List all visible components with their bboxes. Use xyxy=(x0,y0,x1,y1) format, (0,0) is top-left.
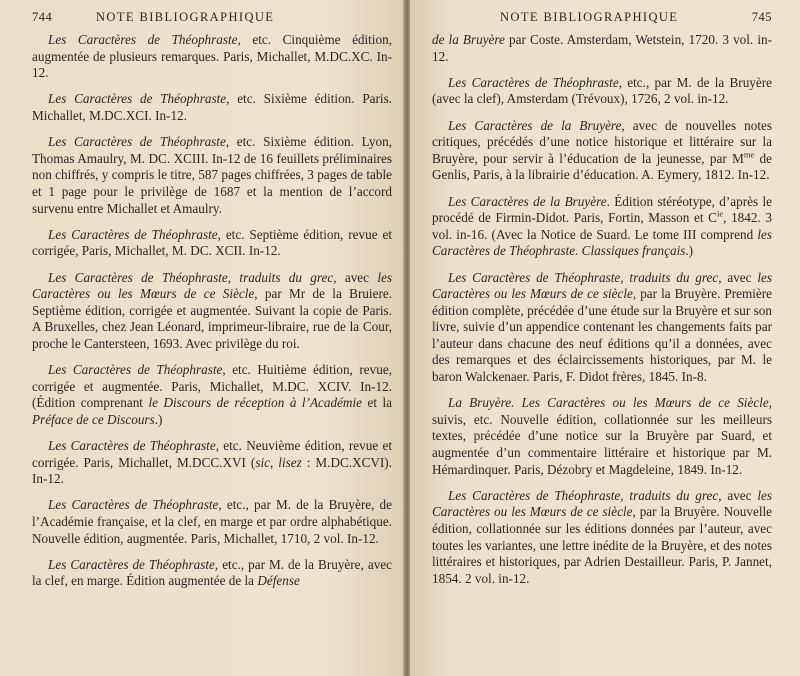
entry-text: , par Mr de la Bruiere. Septième édition, corrigée et augmentée. Suivant la copie de Paris. A Bruxelles, chez Jean Léonard, imprimeur-libraire, rue de la Cour, proche le Cantersteen, 1693. Avec privilège du roi. xyxy=(32,286,392,351)
entry-title-text: Les Caractères de Théophraste xyxy=(48,91,227,107)
bibliography-entry xyxy=(32,91,392,124)
entry-title-text: Les Caractères de Théophraste xyxy=(48,556,215,572)
entry-text: , avec de nouvelles notes critiques, précédés d’une notice historique et littéraire sur la Bruyère, pour servir à l’éducation de la jeunesse, par M xyxy=(432,117,772,166)
entry-text: .) xyxy=(154,411,163,427)
entry-text: , etc., par M. de la Bruyère, avec la clef, en marge. Édition augmentée de la xyxy=(32,556,392,589)
entry-text: .) xyxy=(685,243,694,259)
entry-text: , avec xyxy=(718,487,758,503)
entry-text: , etc., par M. de la Bruyère, de l’Académie française, et la clef, en marge et par ordre alphabétique. Nouvelle édition, augmentée. Paris, Michallet, 1710, 2 vol. In-12. xyxy=(32,497,392,546)
superscript-text: ie xyxy=(716,208,724,219)
bibliography-entry xyxy=(432,270,772,386)
bibliography-entry xyxy=(32,32,392,82)
running-header xyxy=(32,6,392,28)
bibliography-entry xyxy=(432,488,772,588)
entry-text: , avec xyxy=(718,269,758,285)
entry-text: : M.DC.XCVI). In-12. xyxy=(32,454,392,487)
superscript-text: me xyxy=(743,149,755,160)
page-number: 745 xyxy=(751,10,772,24)
entry-continuation xyxy=(432,32,772,65)
entry-text: et la xyxy=(361,395,393,411)
bibliography-entry xyxy=(32,227,392,260)
entry-text: , par la Bruyère. Nouvelle édition, collationnée sur les éditions données par l’auteur, avec toutes les variantes, une lettre inédite de la Bruyère, et des notes littéraires et historiques, par Adrien Destailleur. Paris, P. Jannet, 1854. 2 vol. in-12. xyxy=(432,504,773,586)
entry-title-text: Les Caractères de Théophraste, traduits du grec xyxy=(48,269,334,285)
bibliography-entry xyxy=(32,438,392,488)
entry-title-text: les Caractères ou les Mœurs de ce siècle xyxy=(432,487,772,520)
entry-title-text: Les Caractères de la Bruyère xyxy=(448,117,622,133)
entry-text: , par la Bruyère. Première édition complète, précédée d’une étude sur la Bruyère et sur son livre, suivie d’un appendice contenant les changements faits par l’auteur dans chacune des neuf éditions qu’il a données, avec des remarques et des éclaircissements historiques, par M. le baron Walckenaer. Paris, F. Didot frères, 1845. In-8. xyxy=(432,286,772,385)
entry-text: , etc. Huitième édition, revue, corrigée et augmentée. Paris, Michallet, M.DC. XCIV. In-12. (Édition comprenant xyxy=(32,362,392,411)
entry-text: de Genlis, Paris, à la librairie d’éducation. A. Eymery, 1812. In-12. xyxy=(432,150,773,183)
entry-text: , etc. Neuvième édition, revue et corrigée. Paris, Michallet, M.DCC.XVI ( xyxy=(32,438,392,470)
entry-title-text: Préface de ce Discours xyxy=(32,411,155,427)
entry-text: , avec xyxy=(333,269,378,285)
bibliography-entry xyxy=(432,118,772,184)
entry-title-text: Les Caractères de Théophraste xyxy=(48,134,226,150)
entry-text: par Coste. Amsterdam, Wetstein, 1720. 3 vol. in-12. xyxy=(432,32,772,64)
entry-text: , suivis, etc. Nouvelle édition, collationnée sur les meilleurs textes, précédée d’une notice sur la Bruyère par Suard, et augmentée d’un commentaire littéraire et historique par M. Hémardinquer. Paris, Dézobry et Magdeleine, 1849. In-12. xyxy=(432,395,772,477)
entry-title-text: les Caractères ou les Mœurs de ce Siècle xyxy=(32,269,392,302)
entry-text: , etc. Sixième édition. Lyon, Thomas Amaulry, M. DC. XCIII. In-12 de 16 feuillets préliminaires non chiffrés, y compris le titre, 587 pages chiffrées, 3 pages de table et 1 page pour le privilège de 1687 et la mention de l’accord survenu entre Michallet et Amaulry. xyxy=(32,134,393,216)
entry-text: . Édition stéréotype, d’après le procédé de Firmin-Didot. Paris, Fortin, Masson et C xyxy=(432,193,772,226)
entry-title-text: Défense xyxy=(257,573,300,589)
bibliography-entry xyxy=(32,557,392,590)
bibliography-entry xyxy=(32,497,392,547)
bibliography-entry xyxy=(32,270,392,353)
entry-text: , 1842. 3 vol. in-16. (Avec la Notice de Suard. Le tome III comprend xyxy=(432,210,773,242)
entry-title-text: le Discours de réception à l’Académie xyxy=(148,395,362,411)
entry-text: , etc., par M. de la Bruyère (avec la clef), Amsterdam (Trévoux), 1726, 2 vol. in-12. xyxy=(432,74,772,107)
entry-text: , etc. Cinquième édition, augmentée de plusieurs remarques. Paris, Michallet, M.DC.XC. In-12. xyxy=(32,32,392,81)
bibliography-entry xyxy=(32,362,392,428)
bibliography-entry xyxy=(432,395,772,478)
entry-title-text: les Caractères ou les Mœurs de ce siècle xyxy=(432,269,772,302)
entry-title-text: les Caractères de Théophraste. Classiques français xyxy=(432,226,772,259)
entry-title-text: de la Bruyère xyxy=(432,32,505,47)
running-header xyxy=(432,6,772,28)
running-title: NOTE BIBLIOGRAPHIQUE xyxy=(500,10,679,24)
entry-title-text: Les Caractères de Théophraste xyxy=(48,226,218,242)
entry-title-text: Les Caractères de Théophraste, traduits du grec xyxy=(448,487,719,503)
entry-title-text: Les Caractères de Théophraste xyxy=(448,74,619,90)
bibliography-list xyxy=(432,32,772,587)
entry-title-text: sic, lisez xyxy=(255,454,302,470)
running-title: NOTE BIBLIOGRAPHIQUE xyxy=(96,10,275,24)
right-page xyxy=(410,0,800,676)
entry-text: , etc. Sixième édition. Paris. Michallet, M.DC.XCI. In-12. xyxy=(32,91,393,123)
entry-title-text: Les Caractères de Théophraste xyxy=(48,362,223,378)
entry-title-text: Les Caractères de Théophraste xyxy=(48,497,219,513)
entry-title-text: Les Caractères de Théophraste, traduits du grec xyxy=(448,269,719,285)
entry-title-text: Les Caractères de la Bruyère xyxy=(448,193,607,209)
bibliography-entry xyxy=(32,134,392,217)
bibliography-entry xyxy=(432,194,772,260)
bibliography-list xyxy=(32,32,392,590)
page-number: 744 xyxy=(32,10,53,24)
entry-title-text: Les Caractères de Théophraste xyxy=(48,438,216,454)
bibliography-entry xyxy=(432,75,772,108)
entry-title-text: La Bruyère. Les Caractères ou les Mœurs de ce Siècle xyxy=(448,395,769,411)
entry-title-text: Les Caractères de Théophraste xyxy=(48,32,238,47)
entry-text: , etc. Septième édition, revue et corrigée, Paris, Michallet, M. DC. XCII. In-12. xyxy=(32,226,393,259)
